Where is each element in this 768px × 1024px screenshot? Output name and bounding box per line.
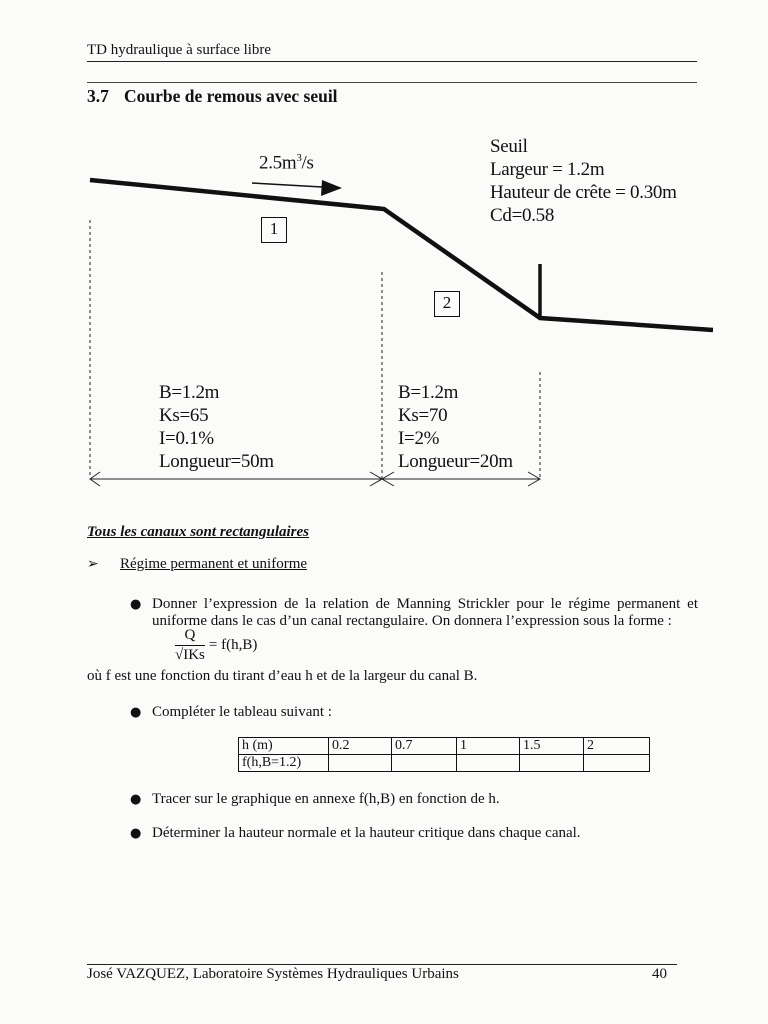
bullet-icon: ●: [130, 792, 142, 807]
section-number: 3.7: [87, 86, 109, 106]
canal-1-slope: I=0.1%: [159, 428, 214, 449]
formula: [175, 626, 257, 665]
page-number: 40: [652, 966, 667, 982]
formula-rhs: = f(h,B): [208, 637, 258, 653]
table-cell: h (m): [239, 738, 329, 755]
weir-info: [490, 135, 677, 227]
rectangular-channels-heading: Tous les canaux sont rectangulaires: [87, 524, 309, 540]
running-header: TD hydraulique à surface libre: [87, 42, 272, 58]
table-cell: 0.2: [329, 738, 392, 755]
canal-1-box: 1: [261, 217, 287, 243]
bullet-plot-text: Tracer sur le graphique en annexe f(h,B) en fonction de h.: [152, 791, 500, 807]
flow-rate-label: $2.5m^3/s$: [259, 152, 314, 174]
bullet-manning-text: Donner l’expression de la relation de Manning Strickler pour le régime permanent et uniforme dans le cas d’un canal rectangulaire. On donnera l’expression sous la forme :: [152, 596, 698, 629]
section-title-text: Courbe de remous avec seuil: [124, 86, 338, 106]
flow-arrow-head: [321, 180, 342, 196]
formula-denominator: √IKs: [175, 647, 205, 663]
canal-2-ks: Ks=70: [398, 405, 448, 426]
footer-rule: [87, 964, 677, 965]
bullet-icon: ●: [130, 705, 142, 720]
regime-bullet: [87, 556, 307, 573]
arrow-bullet-icon: ➢: [87, 556, 99, 572]
table-cell: f(h,B=1.2): [239, 755, 329, 772]
table-cell: 1: [457, 738, 520, 755]
footer-author: José VAZQUEZ, Laboratoire Systèmes Hydrauliques Urbains: [87, 966, 459, 982]
formula-numerator: Q: [175, 626, 205, 646]
table-cell: 1.5: [520, 738, 584, 755]
canal-2-width: B=1.2m: [398, 382, 459, 403]
bullet-table-text: Compléter le tableau suivant :: [152, 704, 332, 720]
weir-width: Largeur = 1.2m: [490, 159, 605, 180]
flow-arrow-shaft: [252, 183, 322, 187]
table-cell: 0.7: [392, 738, 457, 755]
section-title: [87, 86, 338, 107]
table-cell: [520, 755, 584, 772]
canal-1-width: B=1.2m: [159, 382, 220, 403]
bullet-heights-text: Déterminer la hauteur normale et la hauteur critique dans chaque canal.: [152, 825, 581, 841]
table-cell: 2: [584, 738, 650, 755]
canal-1-ks: Ks=65: [159, 405, 209, 426]
table-row: [239, 738, 650, 755]
canal-1-length: Longueur=50m: [159, 451, 274, 472]
bullet-icon: ●: [130, 597, 142, 612]
canal-2-box: 2: [434, 291, 460, 317]
function-definition-text: où f est une fonction du tirant d’eau h et de la largeur du canal B.: [87, 668, 478, 684]
regime-bullet-text: Régime permanent et uniforme: [120, 556, 308, 572]
weir-title: Seuil: [490, 136, 528, 157]
channel-diagram: [0, 120, 768, 500]
canal-2-slope: I=2%: [398, 428, 440, 449]
table-cell: [584, 755, 650, 772]
table-row: [239, 755, 650, 772]
canal-2-length: Longueur=20m: [398, 451, 513, 472]
table-cell: [457, 755, 520, 772]
header-rule: [87, 61, 697, 62]
values-table: [238, 737, 650, 772]
canal-1-params: [159, 381, 274, 473]
table-cell: [329, 755, 392, 772]
section-rule: [87, 82, 697, 83]
formula-fraction: [175, 626, 205, 665]
bullet-icon: ●: [130, 826, 142, 841]
weir-crest-height: Hauteur de crête = 0.30m: [490, 182, 677, 203]
canal-2-params: [398, 381, 513, 473]
weir-discharge-coef: Cd=0.58: [490, 205, 555, 226]
table-cell: [392, 755, 457, 772]
